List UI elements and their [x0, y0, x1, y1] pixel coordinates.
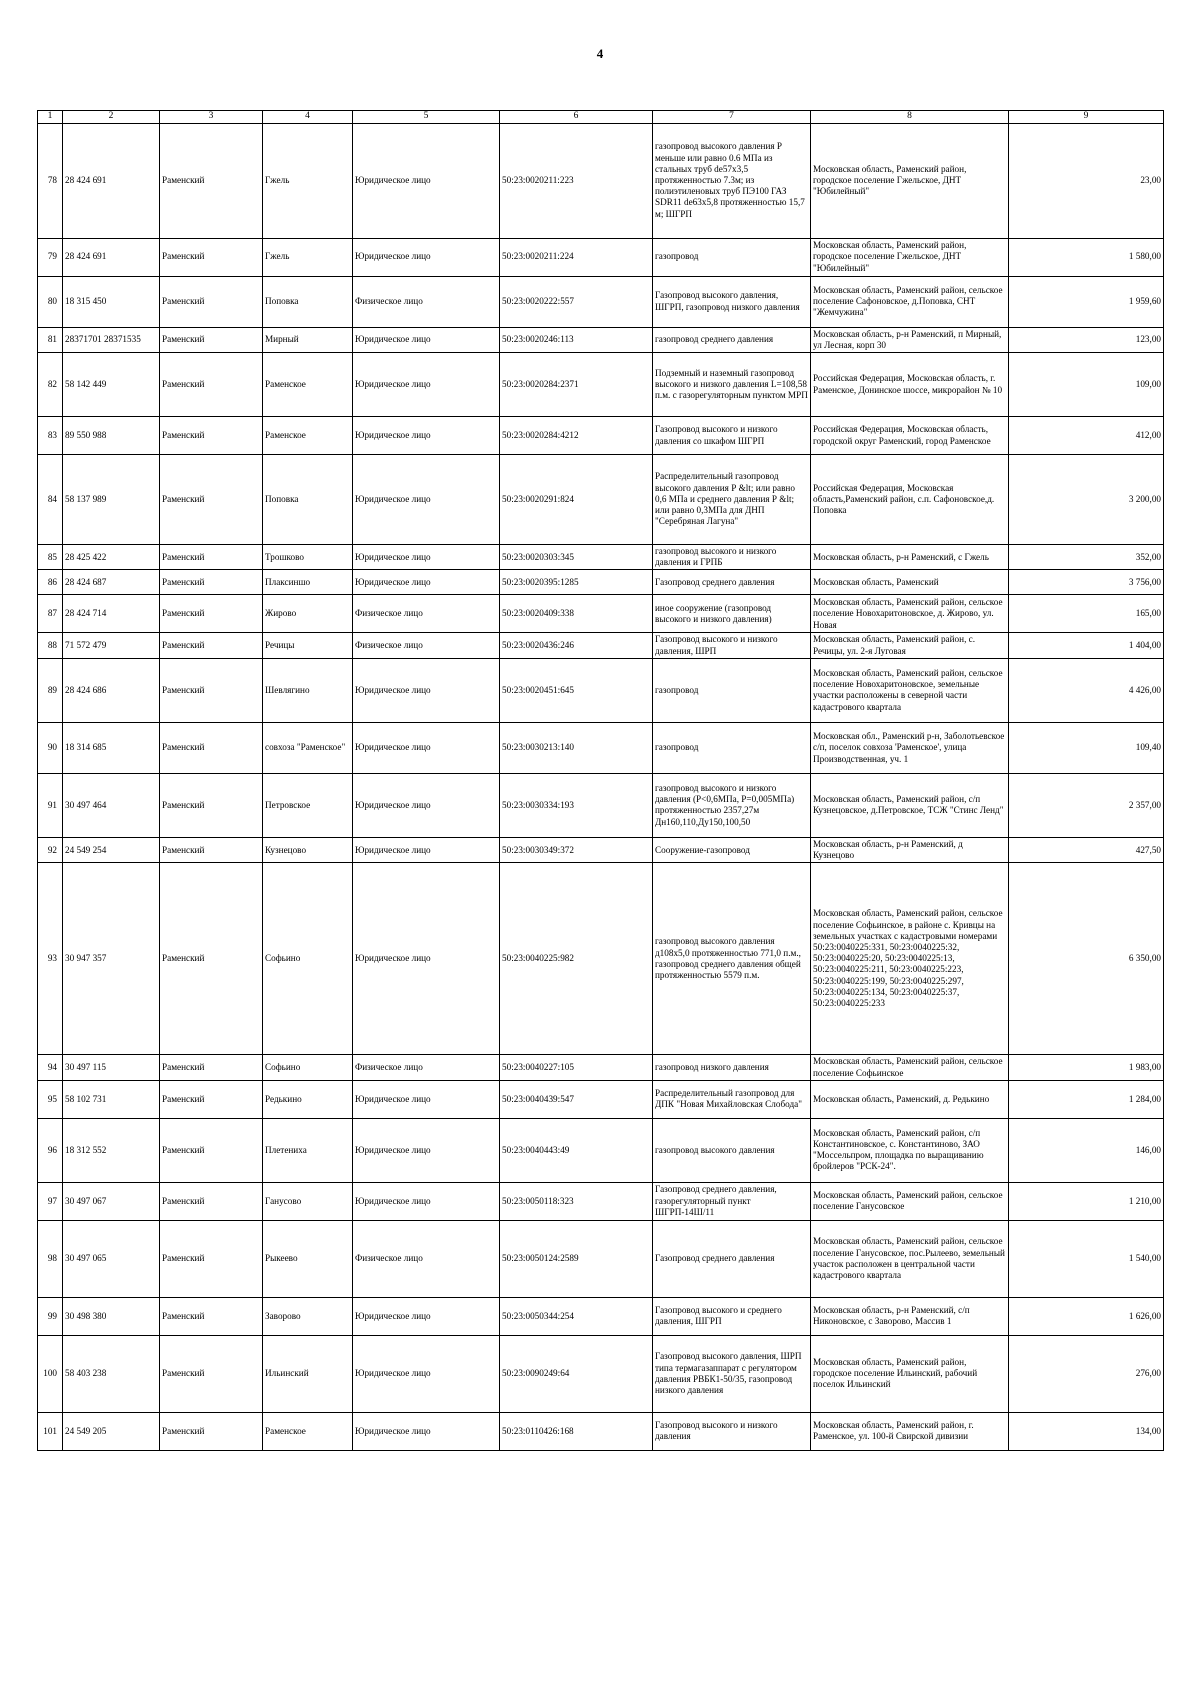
- object-description-cell: Газопровод среднего давления, газорегуляторный пункт ШГРП-14Ш/11: [653, 1182, 811, 1220]
- address-cell: Московская область, р-н Раменский, п Мирный, ул Лесная, корп 30: [811, 327, 1009, 352]
- address-cell: Российская Федерация, Московская область,Раменский район, с.п. Сафоновское,д. Поповка: [811, 455, 1009, 545]
- column-header-3: 3: [160, 111, 263, 124]
- code-cell: 58 102 731: [63, 1080, 160, 1118]
- table-header: [38, 111, 1164, 124]
- table-row: [38, 658, 1164, 722]
- locality-cell: Шевлягино: [263, 658, 353, 722]
- table-row: [38, 545, 1164, 570]
- table-row: [38, 863, 1164, 1055]
- row-number: 84: [38, 455, 63, 545]
- cadastral-number-cell: 50:23:0020284:4212: [500, 417, 653, 455]
- value-cell: 1 540,00: [1009, 1220, 1164, 1297]
- cadastral-number-cell: 50:23:0110426:168: [500, 1412, 653, 1450]
- owner-type-cell: Физическое лицо: [353, 276, 500, 327]
- value-cell: 1 580,00: [1009, 238, 1164, 276]
- row-number: 100: [38, 1335, 63, 1412]
- address-cell: Московская область, Раменский район, городское поселение Гжельское, ДНТ "Юбилейный": [811, 238, 1009, 276]
- owner-type-cell: Юридическое лицо: [353, 455, 500, 545]
- address-cell: Московская обл., Раменский р-н, Заболотьевское с/п, поселок совхоза 'Раменское', улица Производственная, уч. 1: [811, 722, 1009, 773]
- row-number: 99: [38, 1297, 63, 1335]
- locality-cell: Заворово: [263, 1297, 353, 1335]
- row-number: 91: [38, 773, 63, 837]
- row-number: 86: [38, 570, 63, 595]
- code-cell: 30 497 067: [63, 1182, 160, 1220]
- cadastral-number-cell: 50:23:0030334:193: [500, 773, 653, 837]
- locality-cell: Поповка: [263, 455, 353, 545]
- address-cell: Московская область, р-н Раменский, с/п Никоновское, с Заворово, Массив 1: [811, 1297, 1009, 1335]
- owner-type-cell: Юридическое лицо: [353, 863, 500, 1055]
- address-cell: Московская область, р-н Раменский, д Кузнецово: [811, 837, 1009, 862]
- object-description-cell: Газопровод высокого и низкого давления со шкафом ШГРП: [653, 417, 811, 455]
- district-cell: Раменский: [160, 455, 263, 545]
- table-row: [38, 1182, 1164, 1220]
- row-number: 82: [38, 353, 63, 417]
- code-cell: 30 497 464: [63, 773, 160, 837]
- value-cell: 3 200,00: [1009, 455, 1164, 545]
- owner-type-cell: Юридическое лицо: [353, 1182, 500, 1220]
- value-cell: 123,00: [1009, 327, 1164, 352]
- table-row: [38, 1080, 1164, 1118]
- column-header-8: 8: [811, 111, 1009, 124]
- address-cell: Московская область, Раменский район, сельское поселение Сафоновское, д.Поповка, СНТ "Жемчужина": [811, 276, 1009, 327]
- owner-type-cell: Юридическое лицо: [353, 123, 500, 238]
- owner-type-cell: Юридическое лицо: [353, 837, 500, 862]
- table-row: [38, 595, 1164, 633]
- object-description-cell: газопровод высокого и низкого давления и ГРПБ: [653, 545, 811, 570]
- owner-type-cell: Юридическое лицо: [353, 570, 500, 595]
- code-cell: 28 424 691: [63, 123, 160, 238]
- owner-type-cell: Юридическое лицо: [353, 1080, 500, 1118]
- code-cell: 28 425 422: [63, 545, 160, 570]
- owner-type-cell: Юридическое лицо: [353, 658, 500, 722]
- cadastral-number-cell: 50:23:0020284:2371: [500, 353, 653, 417]
- cadastral-number-cell: 50:23:0020451:645: [500, 658, 653, 722]
- district-cell: Раменский: [160, 123, 263, 238]
- district-cell: Раменский: [160, 773, 263, 837]
- table-row: [38, 276, 1164, 327]
- object-description-cell: газопровод высокого давления д108х5,0 протяженностью 771,0 п.м., газопровод среднего давления общей протяженностью 5579 п.м.: [653, 863, 811, 1055]
- object-description-cell: Сооружение-газопровод: [653, 837, 811, 862]
- cadastral-number-cell: 50:23:0020222:557: [500, 276, 653, 327]
- address-cell: Московская область, р-н Раменский, с Гжель: [811, 545, 1009, 570]
- address-cell: Московская область, Раменский район, с/п Кузнецовское, д.Петровское, ТСЖ "Стинс Ленд": [811, 773, 1009, 837]
- value-cell: 1 284,00: [1009, 1080, 1164, 1118]
- district-cell: Раменский: [160, 1412, 263, 1450]
- value-cell: 1 959,60: [1009, 276, 1164, 327]
- address-cell: Московская область, Раменский: [811, 570, 1009, 595]
- district-cell: Раменский: [160, 353, 263, 417]
- data-table: [37, 110, 1164, 1451]
- cadastral-number-cell: 50:23:0030349:372: [500, 837, 653, 862]
- code-cell: 24 549 205: [63, 1412, 160, 1450]
- table-row: [38, 238, 1164, 276]
- code-cell: 58 137 989: [63, 455, 160, 545]
- locality-cell: Плетениха: [263, 1118, 353, 1182]
- locality-cell: Раменское: [263, 417, 353, 455]
- object-description-cell: Подземный и наземный газопровод высокого и низкого давления L=108,58 п.м. с газорегуляторным пунктом МРП: [653, 353, 811, 417]
- table-row: [38, 1055, 1164, 1080]
- table-row: [38, 417, 1164, 455]
- owner-type-cell: Юридическое лицо: [353, 1412, 500, 1450]
- table-row: [38, 1412, 1164, 1450]
- value-cell: 412,00: [1009, 417, 1164, 455]
- object-description-cell: газопровод: [653, 722, 811, 773]
- row-number: 92: [38, 837, 63, 862]
- district-cell: Раменский: [160, 722, 263, 773]
- cadastral-number-cell: 50:23:0020303:345: [500, 545, 653, 570]
- code-cell: 30 497 115: [63, 1055, 160, 1080]
- locality-cell: Мирный: [263, 327, 353, 352]
- cadastral-number-cell: 50:23:0020395:1285: [500, 570, 653, 595]
- value-cell: 2 357,00: [1009, 773, 1164, 837]
- object-description-cell: газопровод низкого давления: [653, 1055, 811, 1080]
- row-number: 101: [38, 1412, 63, 1450]
- value-cell: 1 983,00: [1009, 1055, 1164, 1080]
- row-number: 85: [38, 545, 63, 570]
- district-cell: Раменский: [160, 1055, 263, 1080]
- district-cell: Раменский: [160, 417, 263, 455]
- table-row: [38, 722, 1164, 773]
- page-number: 4: [596, 46, 604, 61]
- cadastral-number-cell: 50:23:0040225:982: [500, 863, 653, 1055]
- row-number: 95: [38, 1080, 63, 1118]
- code-cell: 89 550 988: [63, 417, 160, 455]
- object-description-cell: газопровод: [653, 658, 811, 722]
- code-cell: 18 315 450: [63, 276, 160, 327]
- code-cell: 28 424 687: [63, 570, 160, 595]
- locality-cell: Ганусово: [263, 1182, 353, 1220]
- object-description-cell: Газопровод высокого давления, ШГРП, газопровод низкого давления: [653, 276, 811, 327]
- value-cell: 1 210,00: [1009, 1182, 1164, 1220]
- column-header-4: 4: [263, 111, 353, 124]
- value-cell: 1 626,00: [1009, 1297, 1164, 1335]
- locality-cell: Софьино: [263, 1055, 353, 1080]
- value-cell: 352,00: [1009, 545, 1164, 570]
- row-number: 87: [38, 595, 63, 633]
- code-cell: 30 497 065: [63, 1220, 160, 1297]
- row-number: 98: [38, 1220, 63, 1297]
- row-number: 81: [38, 327, 63, 352]
- object-description-cell: газопровод высокого давления Р меньше или равно 0.6 МПа из стальных труб de57x3,5 протяженностью 7.3м; из полиэтиленовых труб ПЭ100 ГАЗ SDR11 de63x5,8 протяженностью 15,7 м; ШГРП: [653, 123, 811, 238]
- cadastral-number-cell: 50:23:0040227:105: [500, 1055, 653, 1080]
- table-row: [38, 570, 1164, 595]
- value-cell: 146,00: [1009, 1118, 1164, 1182]
- object-description-cell: Распределительный газопровод высокого давления Р &lt; или равно 0,6 МПа и среднего давления Р &lt; или равно 0,3МПа для ДНП "Серебряная Лагуна": [653, 455, 811, 545]
- cadastral-number-cell: 50:23:0040439:547: [500, 1080, 653, 1118]
- code-cell: 28 424 714: [63, 595, 160, 633]
- object-description-cell: Газопровод среднего давления: [653, 1220, 811, 1297]
- value-cell: 276,00: [1009, 1335, 1164, 1412]
- district-cell: Раменский: [160, 570, 263, 595]
- district-cell: Раменский: [160, 837, 263, 862]
- object-description-cell: газопровод высокого давления: [653, 1118, 811, 1182]
- row-number: 93: [38, 863, 63, 1055]
- cadastral-number-cell: 50:23:0050124:2589: [500, 1220, 653, 1297]
- locality-cell: Кузнецово: [263, 837, 353, 862]
- object-description-cell: Газопровод высокого давления, ШРП типа термагазаппарат с регулятором давления РВБК1-50/35, газопровод низкого давления: [653, 1335, 811, 1412]
- value-cell: 1 404,00: [1009, 633, 1164, 658]
- code-cell: 18 312 552: [63, 1118, 160, 1182]
- address-cell: Московская область, Раменский район, сельское поселение Ганусовское, пос.Рылеево, земельный участок расположен в центральной части кадастрового квартала: [811, 1220, 1009, 1297]
- object-description-cell: Газопровод высокого и среднего давления, ШГРП: [653, 1297, 811, 1335]
- value-cell: 165,00: [1009, 595, 1164, 633]
- address-cell: Московская область, Раменский район, г. Раменское, ул. 100-й Свирской дивизии: [811, 1412, 1009, 1450]
- cadastral-number-cell: 50:23:0020409:338: [500, 595, 653, 633]
- code-cell: 24 549 254: [63, 837, 160, 862]
- locality-cell: Трошково: [263, 545, 353, 570]
- code-cell: 30 947 357: [63, 863, 160, 1055]
- column-header-7: 7: [653, 111, 811, 124]
- row-number: 94: [38, 1055, 63, 1080]
- table-row: [38, 1335, 1164, 1412]
- owner-type-cell: Юридическое лицо: [353, 773, 500, 837]
- code-cell: 71 572 479: [63, 633, 160, 658]
- row-number: 80: [38, 276, 63, 327]
- value-cell: 3 756,00: [1009, 570, 1164, 595]
- address-cell: Московская область, Раменский район, с/п Константиновское, с. Константиново, ЗАО "Моссельпром, площадка по выращиванию бройлеров "РСК-24".: [811, 1118, 1009, 1182]
- code-cell: 58 403 238: [63, 1335, 160, 1412]
- district-cell: Раменский: [160, 327, 263, 352]
- table-row: [38, 1118, 1164, 1182]
- table-body: [38, 123, 1164, 1450]
- cadastral-number-cell: 50:23:0020246:113: [500, 327, 653, 352]
- cadastral-number-cell: 50:23:0040443:49: [500, 1118, 653, 1182]
- object-description-cell: Газопровод высокого и низкого давления, ШРП: [653, 633, 811, 658]
- owner-type-cell: Юридическое лицо: [353, 1335, 500, 1412]
- table-row: [38, 1297, 1164, 1335]
- address-cell: Московская область, Раменский район, с. Речицы, ул. 2-я Луговая: [811, 633, 1009, 658]
- column-header-2: 2: [63, 111, 160, 124]
- code-cell: 28371701 28371535: [63, 327, 160, 352]
- locality-cell: Петровское: [263, 773, 353, 837]
- cadastral-number-cell: 50:23:0050118:323: [500, 1182, 653, 1220]
- locality-cell: Рыкеево: [263, 1220, 353, 1297]
- object-description-cell: газопровод среднего давления: [653, 327, 811, 352]
- table-row: [38, 455, 1164, 545]
- row-number: 79: [38, 238, 63, 276]
- row-number: 90: [38, 722, 63, 773]
- locality-cell: Речицы: [263, 633, 353, 658]
- district-cell: Раменский: [160, 1335, 263, 1412]
- address-cell: Московская область, Раменский район, городское поселение Ильинский, рабочий поселок Ильинский: [811, 1335, 1009, 1412]
- code-cell: 28 424 691: [63, 238, 160, 276]
- address-cell: Московская область, Раменский район, сельское поселение Новохаритоновское, земельные участки расположены в северной части кадастрового квартала: [811, 658, 1009, 722]
- owner-type-cell: Физическое лицо: [353, 1055, 500, 1080]
- object-description-cell: газопровод: [653, 238, 811, 276]
- value-cell: 427,50: [1009, 837, 1164, 862]
- value-cell: 109,40: [1009, 722, 1164, 773]
- code-cell: 30 498 380: [63, 1297, 160, 1335]
- owner-type-cell: Физическое лицо: [353, 595, 500, 633]
- value-cell: 109,00: [1009, 353, 1164, 417]
- district-cell: Раменский: [160, 863, 263, 1055]
- object-description-cell: газопровод высокого и низкого давления (Р<0,6МПа, Р=0,005МПа) протяженностью 2357,27м Дн160,110,Ду150,100,50: [653, 773, 811, 837]
- value-cell: 6 350,00: [1009, 863, 1164, 1055]
- owner-type-cell: Юридическое лицо: [353, 238, 500, 276]
- district-cell: Раменский: [160, 1297, 263, 1335]
- table-row: [38, 633, 1164, 658]
- address-cell: Московская область, Раменский район, сельское поселение Софьинское, в районе с. Кривцы на земельных участках с кадастровыми номерами 50:23:0040225:331, 50:23:0040225:32, 50:23:0040225:20, 50:23:0040225:13, 50:23:0040225:211, 50:23:0040225:223, 50:23:0040225:199, 50:23:0040225:297, 50:23:0040225:134, 50:23:0040225:37, 50:23:0040225:233: [811, 863, 1009, 1055]
- code-cell: 28 424 686: [63, 658, 160, 722]
- locality-cell: Жирово: [263, 595, 353, 633]
- locality-cell: Ильинский: [263, 1335, 353, 1412]
- district-cell: Раменский: [160, 1118, 263, 1182]
- locality-cell: Поповка: [263, 276, 353, 327]
- row-number: 88: [38, 633, 63, 658]
- table-row: [38, 773, 1164, 837]
- district-cell: Раменский: [160, 1220, 263, 1297]
- cadastral-number-cell: 50:23:0020211:223: [500, 123, 653, 238]
- object-description-cell: иное сооружение (газопровод высокого и низкого давления): [653, 595, 811, 633]
- table-row: [38, 1220, 1164, 1297]
- header-row: [38, 111, 1164, 124]
- table-row: [38, 353, 1164, 417]
- district-cell: Раменский: [160, 658, 263, 722]
- district-cell: Раменский: [160, 633, 263, 658]
- value-cell: 4 426,00: [1009, 658, 1164, 722]
- owner-type-cell: Юридическое лицо: [353, 417, 500, 455]
- locality-cell: Гжель: [263, 123, 353, 238]
- locality-cell: Плаксиншо: [263, 570, 353, 595]
- value-cell: 23,00: [1009, 123, 1164, 238]
- object-description-cell: Газопровод среднего давления: [653, 570, 811, 595]
- address-cell: Московская область, Раменский район, городское поселение Гжельское, ДНТ "Юбилейный": [811, 123, 1009, 238]
- district-cell: Раменский: [160, 276, 263, 327]
- address-cell: Московская область, Раменский район, сельское поселение Новохаритоновское, д. Жирово, ул. Новая: [811, 595, 1009, 633]
- address-cell: Московская область, Раменский район, сельское поселение Софьинское: [811, 1055, 1009, 1080]
- column-header-5: 5: [353, 111, 500, 124]
- code-cell: 18 314 685: [63, 722, 160, 773]
- row-number: 78: [38, 123, 63, 238]
- owner-type-cell: Юридическое лицо: [353, 327, 500, 352]
- cadastral-number-cell: 50:23:0050344:254: [500, 1297, 653, 1335]
- owner-type-cell: Юридическое лицо: [353, 722, 500, 773]
- cadastral-number-cell: 50:23:0030213:140: [500, 722, 653, 773]
- value-cell: 134,00: [1009, 1412, 1164, 1450]
- column-header-6: 6: [500, 111, 653, 124]
- object-description-cell: Распределительный газопровод для ДПК "Новая Михайловская Слобода": [653, 1080, 811, 1118]
- row-number: 97: [38, 1182, 63, 1220]
- row-number: 96: [38, 1118, 63, 1182]
- row-number: 83: [38, 417, 63, 455]
- locality-cell: Раменское: [263, 353, 353, 417]
- cadastral-number-cell: 50:23:0020211:224: [500, 238, 653, 276]
- owner-type-cell: Юридическое лицо: [353, 1118, 500, 1182]
- address-cell: Российская Федерация, Московская область, г. Раменское, Донинское шоссе, микрорайон № 10: [811, 353, 1009, 417]
- cadastral-number-cell: 50:23:0020291:824: [500, 455, 653, 545]
- table-row: [38, 837, 1164, 862]
- column-header-1: 1: [38, 111, 63, 124]
- address-cell: Российская Федерация, Московская область, городской округ Раменский, город Раменское: [811, 417, 1009, 455]
- locality-cell: Редькино: [263, 1080, 353, 1118]
- table-row: [38, 327, 1164, 352]
- owner-type-cell: Физическое лицо: [353, 633, 500, 658]
- district-cell: Раменский: [160, 1182, 263, 1220]
- locality-cell: Раменское: [263, 1412, 353, 1450]
- table-row: [38, 123, 1164, 238]
- district-cell: Раменский: [160, 545, 263, 570]
- district-cell: Раменский: [160, 595, 263, 633]
- code-cell: 58 142 449: [63, 353, 160, 417]
- address-cell: Московская область, Раменский район, сельское поселение Ганусовское: [811, 1182, 1009, 1220]
- owner-type-cell: Юридическое лицо: [353, 1297, 500, 1335]
- cadastral-number-cell: 50:23:0090249:64: [500, 1335, 653, 1412]
- row-number: 89: [38, 658, 63, 722]
- object-description-cell: Газопровод высокого и низкого давления: [653, 1412, 811, 1450]
- address-cell: Московская область, Раменский, д. Редькино: [811, 1080, 1009, 1118]
- locality-cell: совхоза "Раменское": [263, 722, 353, 773]
- district-cell: Раменский: [160, 238, 263, 276]
- district-cell: Раменский: [160, 1080, 263, 1118]
- owner-type-cell: Юридическое лицо: [353, 353, 500, 417]
- owner-type-cell: Физическое лицо: [353, 1220, 500, 1297]
- column-header-9: 9: [1009, 111, 1164, 124]
- locality-cell: Софьино: [263, 863, 353, 1055]
- owner-type-cell: Юридическое лицо: [353, 545, 500, 570]
- cadastral-number-cell: 50:23:0020436:246: [500, 633, 653, 658]
- locality-cell: Гжель: [263, 238, 353, 276]
